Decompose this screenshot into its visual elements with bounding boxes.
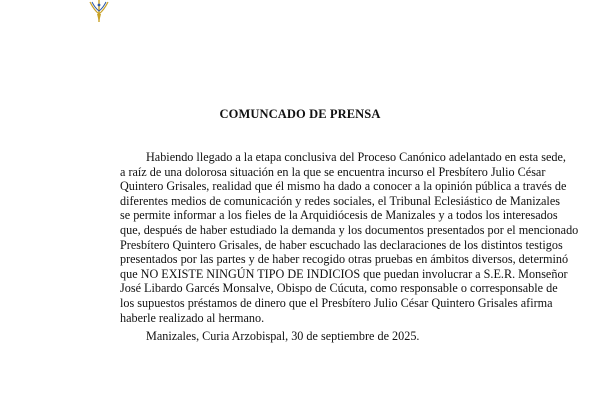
paragraph-line: los supuestos préstamos de dinero que el Presbítero Julio César Quintero Grisales afirma	[120, 295, 553, 310]
paragraph-line: haberle realizado al hermano.	[120, 310, 265, 325]
paragraph-line: presentados por las partes y de haber recogido otras pruebas en ámbitos diversos, determinó	[120, 252, 569, 267]
paragraph-line: Presbítero Quintero Grisales, de haber escuchado las declaraciones de los distintos testigos	[120, 237, 563, 252]
paragraph-line: Habiendo llegado a la etapa conclusiva del Proceso Canónico adelantado en esta sede,	[146, 150, 566, 164]
paragraph-line: diferentes medios de comunicación y redes sociales, el Tribunal Eclesiástico de Manizales	[120, 193, 560, 208]
paragraph-line: se permite informar a los fieles de la Arquidiócesis de Manizales y a todos los interesados	[120, 208, 558, 223]
coat-of-arms-icon	[86, 0, 112, 26]
coat-of-arms-graphic	[86, 0, 112, 26]
paragraph-line: que, después de haber estudiado la demanda y los documentos presentados por el mencionado	[120, 222, 579, 237]
closing-place-date: Manizales, Curia Arzobispal, 30 de septiembre de 2025.	[146, 329, 420, 343]
paragraph-line: Quintero Grisales, realidad que él mismo ha dado a conocer a la opinión pública a través de	[120, 179, 567, 194]
document-title: COMUNCADO DE PRENSA	[219, 107, 381, 121]
paragraph-line: que NO EXISTE NINGÚN TIPO DE INDICIOS que puedan involucrar a S.E.R. Monseñor	[120, 266, 568, 281]
paragraph-line: José Libardo Garcés Monsalve, Obispo de Cúcuta, como responsable o corresponsable de	[120, 281, 558, 296]
press-release-paragraph	[120, 150, 579, 325]
paragraph-line: a raíz de una dolorosa situación en la que se encuentra incurso el Presbítero Julio César	[120, 164, 546, 179]
